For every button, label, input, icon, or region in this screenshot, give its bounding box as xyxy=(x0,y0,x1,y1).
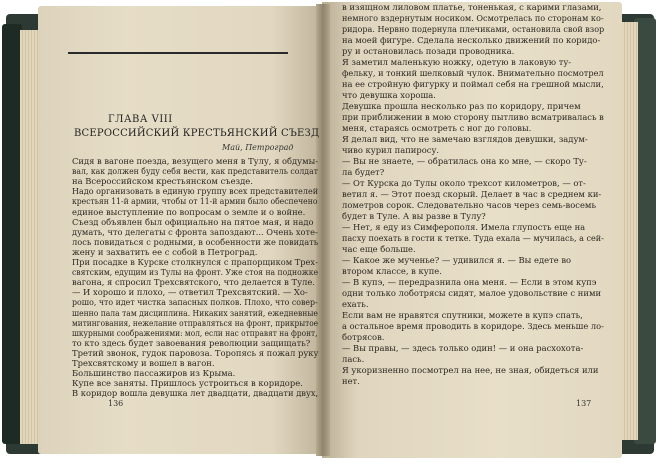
chapter-heading: ВСЕРОССИЙСКИЙ КРЕСТЬЯНСКИЙ СЪЕЗД xyxy=(74,128,320,139)
text-line: Трехсвятскому и вошел в вагон. xyxy=(72,358,215,368)
text-line: при приближении в мою сторону пытливо всматривалась в xyxy=(342,112,604,122)
text-line: фельку, и тонкий шелковый чулок. Внимательно посмотрел xyxy=(342,68,604,78)
text-line: рошо, что идет чистка запасных полков. Плохо, что совер- xyxy=(72,297,318,308)
text-line: Надо организовать в единую группу всех представителей xyxy=(72,186,319,197)
page-number-right: 137 xyxy=(576,399,592,408)
page-number-left: 136 xyxy=(108,399,124,408)
text-line: вал, как должен буду себя вести, как представитель солдат xyxy=(72,166,318,177)
text-line: час еще больше. xyxy=(342,244,416,254)
text-line: а остальное время проводить в коридоре. Здесь меньше ло- xyxy=(342,321,604,331)
text-line: Купе все заняты. Пришлось устроиться в коридоре. xyxy=(72,378,303,389)
text-line: — Вы правы, — здесь только один! — и она расхохота- xyxy=(342,343,584,353)
text-line: что девушка хороша. xyxy=(342,90,436,100)
text-line: ботрясов. xyxy=(342,332,385,342)
text-line: лометров сорок. Следовательно часов через семь-восемь xyxy=(342,200,596,210)
text-line: на ее стройную фигурку и поймал себя на грешной мысли, xyxy=(342,79,604,89)
chapter-rule xyxy=(68,52,288,54)
text-line: одни только лоботрясы сидят, малое удовольствие с ними xyxy=(342,288,602,298)
text-line: Я заметил маленькую ножку, одетую в лаковую ту- xyxy=(342,57,572,67)
text-line: чиво курил папиросу. xyxy=(342,145,440,155)
text-line: шкурными соображениями: мол, если нас отправят на фронт, xyxy=(72,327,318,338)
text-line: митингования, нежелание отправляться на фронт, прикрытое xyxy=(72,317,319,328)
dateline: Май, Петроград xyxy=(222,143,294,152)
text-line: ридора. Нервно подернула плечиками, остановила свой взор xyxy=(342,24,605,34)
text-line: меня, стараясь осмотреть с ног до головы. xyxy=(342,123,532,133)
text-line: Девушка прошла несколько раз по коридору, причем xyxy=(342,101,581,111)
text-line: ехать. xyxy=(342,299,369,309)
text-line: святским, едущим из Тулы на фронт. Уже стоя на подножке xyxy=(72,267,319,278)
text-line: в изящном лиловом платье, тоненькая, с карими глазами, xyxy=(342,2,602,12)
text-line: Большинство пассажиров из Крыма. xyxy=(72,368,236,379)
text-line: — От Курска до Тулы около трехсот километров, — от- xyxy=(342,178,586,188)
text-line: пасху поехать в гости к тетке. Туда ехала — мучилась, а сей- xyxy=(342,233,604,243)
text-line: на Всероссийском крестьянском съезде. xyxy=(72,176,253,187)
chapter-label: ГЛАВА VIII xyxy=(108,114,173,125)
text-line: ла будет? xyxy=(342,167,385,177)
text-line: будет в Туле. А вы разве в Тулу? xyxy=(342,211,486,221)
text-line: на моей фигуре. Сделала несколько движений по коридо- xyxy=(342,35,601,45)
text-line: Если вам не нравятся спутники, можете в купэ спать, xyxy=(342,310,583,320)
text-line: — В купэ, — передразнила она меня. — Если в этом купэ xyxy=(342,277,597,287)
text-line: крестьян 11-й армии, чтобы от 11-й армии было обеспечено xyxy=(72,196,318,207)
text-line: Я делал вид, что не замечаю взглядов девушки, задум- xyxy=(342,134,588,144)
text-line: — Какое же мученье? — удивился я. — Вы едете во xyxy=(342,255,572,265)
text-line: шенно пала там дисциплина. Никаких занятий, ежедневные xyxy=(72,307,318,318)
text-line: — Вы не знаете, — обратилась она ко мне, — скоро Ту- xyxy=(342,156,587,166)
text-line: Сидя в вагоне поезда, везущего меня в Тулу, я обдумы- xyxy=(72,156,319,166)
text-line: В коридор вошла девушка лет двадцати, двадцати двух, xyxy=(72,388,319,399)
text-line: При посадке в Курске столкнулся с прапорщиком Трех- xyxy=(72,257,318,267)
text-line: думать, что делегаты с фронта запоздают... Очень хоте- xyxy=(72,226,318,237)
text-line: вагона, я спросил Трехсвятского, что делается в Туле. xyxy=(72,277,315,288)
text-line: Съезд объявлен был официально на пятое мая, и надо xyxy=(72,216,314,227)
text-line: ру и остановилась позади проводника. xyxy=(342,46,515,56)
text-line: лась. xyxy=(342,354,365,364)
text-line: жену и захватить ее с собой в Петроград. xyxy=(72,246,258,257)
text-line: единое выступление по вопросам о земле и о войне. xyxy=(72,206,306,217)
cover-edge-left xyxy=(2,24,22,444)
text-line: — Нет, я еду из Симферополя. Имела глупость еще на xyxy=(342,222,586,232)
text-line: Я укоризненно посмотрел на нее, не зная, обидеться или xyxy=(342,365,599,375)
text-line: лось повидаться с родными, в особенности же повидать xyxy=(72,236,319,247)
text-line: втором классе, в купе. xyxy=(342,266,442,276)
text-line: немного вздернутым носиком. Осмотрелась по сторонам ко- xyxy=(342,13,604,23)
text-line: ветил я. — Этот поезд скорый. Делает в час в среднем ки- xyxy=(342,189,602,199)
text-line: нет. xyxy=(342,376,360,386)
text-line: Третий звонок, гудок паровоза. Торопясь я пожал руку xyxy=(72,347,319,358)
text-line: — И хорошо и плохо, — ответил Трехсвятский. — Хо- xyxy=(72,287,308,298)
text-line: то кто здесь будет завоевания революции защищать? xyxy=(72,337,311,348)
